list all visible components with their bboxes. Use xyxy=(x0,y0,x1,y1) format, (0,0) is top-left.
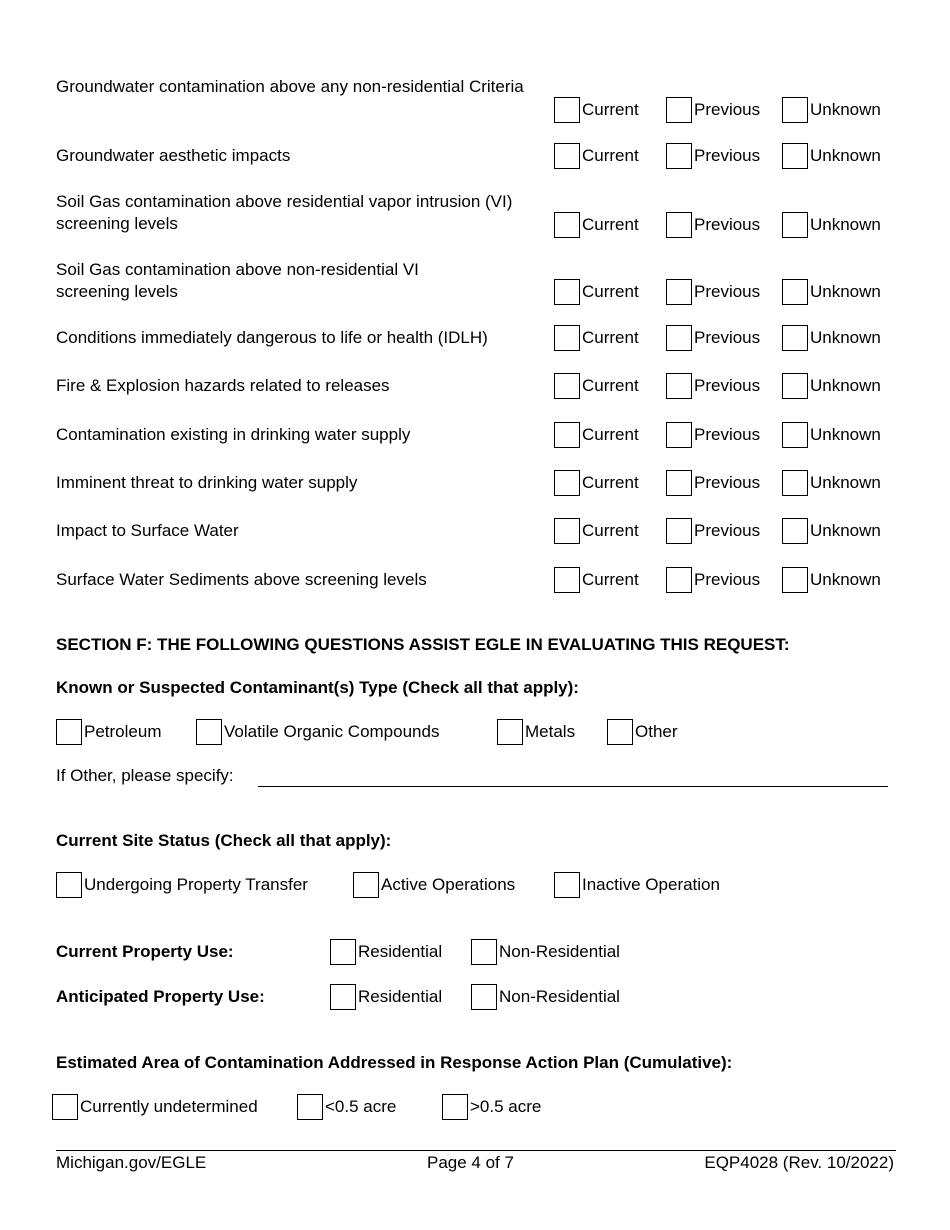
unknown-checkbox[interactable]: Unknown xyxy=(782,422,881,448)
row-label: Soil Gas contamination above residential vapor intrusion (VI) screening levels xyxy=(56,192,513,233)
checkbox-box[interactable] xyxy=(353,872,379,898)
current-checkbox[interactable]: Current xyxy=(554,518,639,544)
inactive-operation-checkbox[interactable]: Inactive Operation xyxy=(554,872,720,898)
checkbox-box[interactable] xyxy=(782,518,808,544)
row-label: Soil Gas contamination above non-residential VI screening levels xyxy=(56,260,419,301)
previous-checkbox[interactable]: Previous xyxy=(666,97,760,123)
checkbox-box[interactable] xyxy=(782,567,808,593)
unknown-checkbox[interactable]: Unknown xyxy=(782,470,881,496)
row-label: Imminent threat to drinking water supply xyxy=(56,473,358,492)
previous-checkbox[interactable]: Previous xyxy=(666,212,760,238)
row-label: Surface Water Sediments above screening levels xyxy=(56,570,427,589)
checkbox-box[interactable] xyxy=(782,470,808,496)
checkbox-box[interactable] xyxy=(330,984,356,1010)
unknown-checkbox[interactable]: Unknown xyxy=(782,143,881,169)
checkbox-box[interactable] xyxy=(554,872,580,898)
contaminant-heading: Known or Suspected Contaminant(s) Type (Check all that apply): xyxy=(56,678,579,697)
property-transfer-checkbox[interactable]: Undergoing Property Transfer xyxy=(56,872,308,898)
previous-checkbox[interactable]: Previous xyxy=(666,279,760,305)
unknown-checkbox[interactable]: Unknown xyxy=(782,212,881,238)
footer-form-id: EQP4028 (Rev. 10/2022) xyxy=(704,1153,894,1172)
checkbox-box[interactable] xyxy=(497,719,523,745)
unknown-checkbox[interactable]: Unknown xyxy=(782,97,881,123)
checkbox-box[interactable] xyxy=(297,1094,323,1120)
less-than-half-acre-checkbox[interactable]: <0.5 acre xyxy=(297,1094,396,1120)
checkbox-box[interactable] xyxy=(666,279,692,305)
current-checkbox[interactable]: Current xyxy=(554,422,639,448)
row-label: Conditions immediately dangerous to life or health (IDLH) xyxy=(56,328,488,347)
previous-checkbox[interactable]: Previous xyxy=(666,567,760,593)
row-label: Impact to Surface Water xyxy=(56,521,239,540)
checkbox-box[interactable] xyxy=(554,422,580,448)
section-f-heading: SECTION F: THE FOLLOWING QUESTIONS ASSIST EGLE IN EVALUATING THIS REQUEST: xyxy=(56,635,790,654)
checkbox-box[interactable] xyxy=(666,325,692,351)
checkbox-box[interactable] xyxy=(782,325,808,351)
checkbox-box[interactable] xyxy=(554,97,580,123)
checkbox-box[interactable] xyxy=(666,97,692,123)
voc-checkbox[interactable]: Volatile Organic Compounds xyxy=(196,719,439,745)
other-specify-label: If Other, please specify: xyxy=(56,766,234,785)
checkbox-box[interactable] xyxy=(782,422,808,448)
checkbox-box[interactable] xyxy=(196,719,222,745)
checkbox-box[interactable] xyxy=(330,939,356,965)
current-residential-checkbox[interactable]: Residential xyxy=(330,939,442,965)
checkbox-box[interactable] xyxy=(554,373,580,399)
checkbox-box[interactable] xyxy=(471,984,497,1010)
area-heading: Estimated Area of Contamination Addressed in Response Action Plan (Cumulative): xyxy=(56,1053,733,1072)
row-label: Contamination existing in drinking water supply xyxy=(56,425,411,444)
checkbox-box[interactable] xyxy=(554,143,580,169)
undetermined-checkbox[interactable]: Currently undetermined xyxy=(52,1094,258,1120)
checkbox-box[interactable] xyxy=(666,518,692,544)
unknown-checkbox[interactable]: Unknown xyxy=(782,279,881,305)
checkbox-box[interactable] xyxy=(782,373,808,399)
current-checkbox[interactable]: Current xyxy=(554,279,639,305)
anticipated-use-label: Anticipated Property Use: xyxy=(56,987,265,1006)
previous-checkbox[interactable]: Previous xyxy=(666,143,760,169)
anticipated-residential-checkbox[interactable]: Residential xyxy=(330,984,442,1010)
checkbox-box[interactable] xyxy=(782,212,808,238)
metals-checkbox[interactable]: Metals xyxy=(497,719,575,745)
footer-page-number: Page 4 of 7 xyxy=(427,1153,514,1172)
checkbox-box[interactable] xyxy=(782,97,808,123)
checkbox-box[interactable] xyxy=(56,872,82,898)
checkbox-box[interactable] xyxy=(52,1094,78,1120)
previous-checkbox[interactable]: Previous xyxy=(666,373,760,399)
current-checkbox[interactable]: Current xyxy=(554,325,639,351)
current-non-residential-checkbox[interactable]: Non-Residential xyxy=(471,939,620,965)
current-use-label: Current Property Use: xyxy=(56,942,234,961)
checkbox-box[interactable] xyxy=(666,567,692,593)
current-checkbox[interactable]: Current xyxy=(554,212,639,238)
previous-checkbox[interactable]: Previous xyxy=(666,422,760,448)
checkbox-box[interactable] xyxy=(782,143,808,169)
row-label: Groundwater contamination above any non-residential Criteria xyxy=(56,77,524,96)
previous-checkbox[interactable]: Previous xyxy=(666,470,760,496)
unknown-checkbox[interactable]: Unknown xyxy=(782,518,881,544)
checkbox-box[interactable] xyxy=(666,470,692,496)
other-specify-input[interactable] xyxy=(258,786,888,787)
checkbox-box[interactable] xyxy=(56,719,82,745)
checkbox-box[interactable] xyxy=(666,373,692,399)
current-checkbox[interactable]: Current xyxy=(554,373,639,399)
unknown-checkbox[interactable]: Unknown xyxy=(782,567,881,593)
previous-checkbox[interactable]: Previous xyxy=(666,518,760,544)
active-operations-checkbox[interactable]: Active Operations xyxy=(353,872,515,898)
unknown-checkbox[interactable]: Unknown xyxy=(782,373,881,399)
checkbox-box[interactable] xyxy=(554,470,580,496)
anticipated-non-residential-checkbox[interactable]: Non-Residential xyxy=(471,984,620,1010)
current-checkbox[interactable]: Current xyxy=(554,97,639,123)
checkbox-box[interactable] xyxy=(554,325,580,351)
checkbox-box[interactable] xyxy=(554,567,580,593)
checkbox-box[interactable] xyxy=(471,939,497,965)
checkbox-box[interactable] xyxy=(554,212,580,238)
row-label: Fire & Explosion hazards related to releases xyxy=(56,376,390,395)
checkbox-box[interactable] xyxy=(554,518,580,544)
petroleum-checkbox[interactable]: Petroleum xyxy=(56,719,161,745)
site-status-heading: Current Site Status (Check all that apply): xyxy=(56,831,392,850)
checkbox-box[interactable] xyxy=(666,143,692,169)
checkbox-box[interactable] xyxy=(442,1094,468,1120)
footer-divider xyxy=(56,1150,896,1151)
checkbox-box[interactable] xyxy=(666,212,692,238)
previous-checkbox[interactable]: Previous xyxy=(666,325,760,351)
checkbox-box[interactable] xyxy=(782,279,808,305)
more-than-half-acre-checkbox[interactable]: >0.5 acre xyxy=(442,1094,541,1120)
checkbox-box[interactable] xyxy=(607,719,633,745)
footer-website: Michigan.gov/EGLE xyxy=(56,1153,207,1172)
row-label: Groundwater aesthetic impacts xyxy=(56,146,291,165)
checkbox-box[interactable] xyxy=(554,279,580,305)
checkbox-box[interactable] xyxy=(666,422,692,448)
current-checkbox[interactable]: Current xyxy=(554,470,639,496)
current-checkbox[interactable]: Current xyxy=(554,567,639,593)
other-checkbox[interactable]: Other xyxy=(607,719,678,745)
current-checkbox[interactable]: Current xyxy=(554,143,639,169)
unknown-checkbox[interactable]: Unknown xyxy=(782,325,881,351)
